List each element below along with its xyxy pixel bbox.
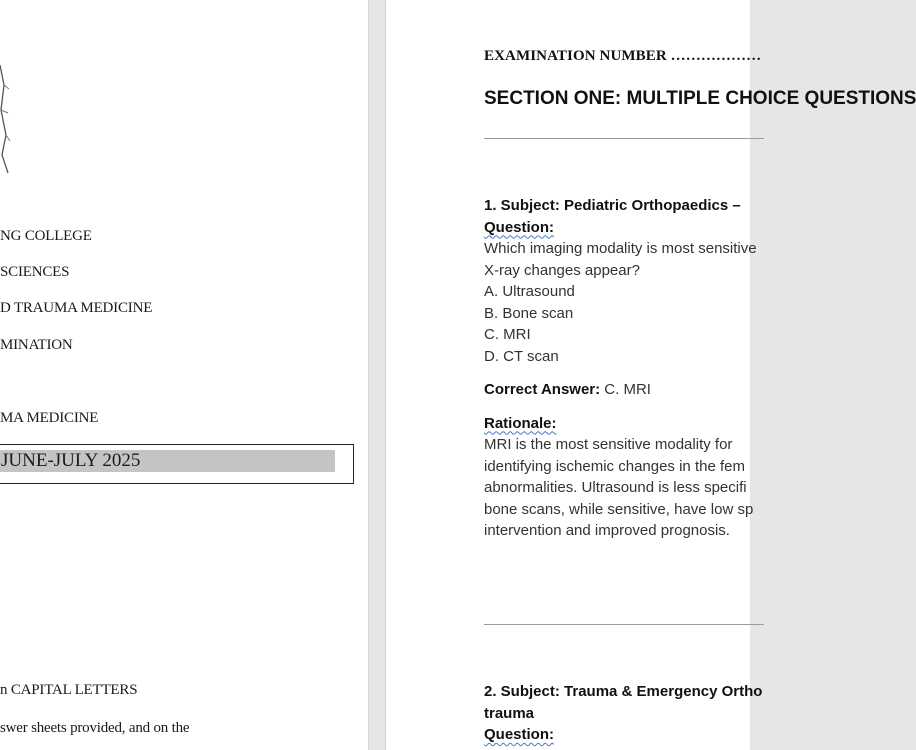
questions-page: [386, 0, 916, 750]
rationale-label: Rationale:: [484, 414, 557, 432]
question-divider: [484, 624, 764, 625]
answer-value: C. MRI: [600, 381, 651, 398]
question-1-text-line-2: X-ray changes appear?: [484, 261, 640, 279]
exam-period-box: [0, 444, 354, 484]
question-2-label-row: [484, 724, 784, 746]
question-1: [484, 195, 784, 542]
instruction-line-1: n CAPITAL LETTERS: [0, 682, 138, 698]
rationale-line-2: identifying ischemic changes in the fem: [484, 457, 745, 475]
cover-course: MA MEDICINE: [0, 410, 99, 426]
question-2-subject-line-2: trauma: [484, 704, 535, 722]
cover-page: [0, 0, 368, 750]
cover-faculty: SCIENCES: [0, 264, 70, 280]
section-divider: [484, 138, 764, 139]
question-1-subject: 1. Subject: Pediatric Orthopaedics –: [484, 197, 741, 214]
section-title: SECTION ONE: MULTIPLE CHOICE QUESTIONS: [484, 88, 916, 109]
question-1-option-a: A. Ultrasound: [484, 283, 575, 300]
cover-college-name: NG COLLEGE: [0, 228, 92, 244]
question-1-option-c: C. MRI: [484, 326, 531, 343]
rationale-label-row: [484, 413, 784, 435]
cover-exam-type: MINATION: [0, 337, 73, 353]
question-2-label: Question:: [484, 726, 554, 743]
college-crest-icon: [0, 55, 10, 180]
question-2-subject-line-1: 2. Subject: Trauma & Emergency Ortho: [484, 683, 763, 700]
rationale-line-4: bone scans, while sensitive, have low sp: [484, 500, 754, 518]
cover-department: D TRAUMA MEDICINE: [0, 300, 153, 316]
question-2: [484, 681, 784, 746]
rationale-line-5: intervention and improved prognosis.: [484, 522, 730, 539]
answer-label: Correct Answer:: [484, 381, 601, 398]
question-1-option-d: D. CT scan: [484, 347, 559, 365]
question-1-answer: [484, 379, 784, 401]
question-1-text-line-1: Which imaging modality is most sensitive: [484, 240, 757, 257]
exam-period: JUNE-JULY 2025: [0, 450, 335, 472]
question-1-option-b: B. Bone scan: [484, 304, 574, 322]
question-1-label: Question:: [484, 218, 554, 236]
question-1-label-row: [484, 217, 784, 239]
instruction-line-2: swer sheets provided, and on the: [0, 720, 190, 736]
rationale-line-3: abnormalities. Ultrasound is less specifi: [484, 479, 747, 496]
page-gutter: [368, 0, 386, 750]
examination-number-label: EXAMINATION NUMBER ………………: [484, 48, 762, 64]
rationale-line-1: MRI is the most sensitive modality for: [484, 436, 733, 453]
